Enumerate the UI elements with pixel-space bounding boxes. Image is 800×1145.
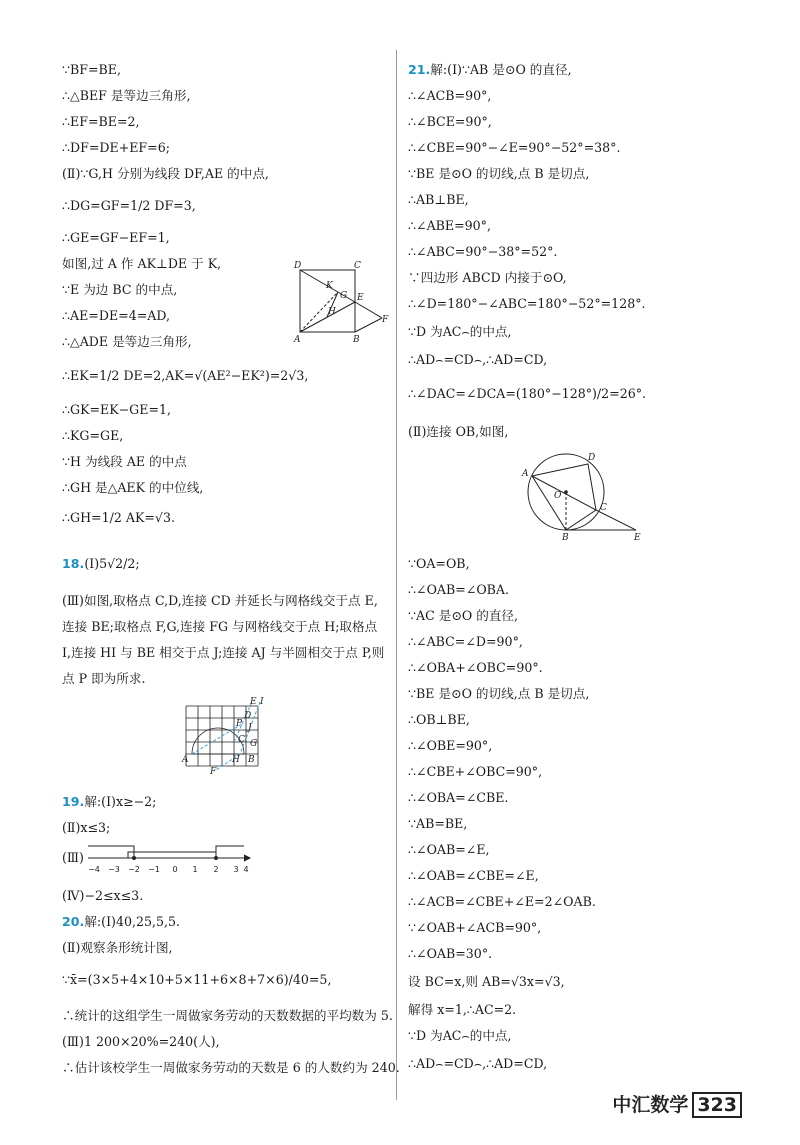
- text-line: ∴∠OBA=∠CBE.: [408, 790, 509, 805]
- fig-label: H: [232, 755, 240, 765]
- text-line: ∴∠ACB=90°,: [408, 88, 492, 103]
- fig-label: A: [522, 469, 529, 479]
- text-line: ∴DG=GF=1/2 DF=3,: [62, 198, 196, 213]
- q20-answer-4: ∴统计的这组学生一周做家务劳动的天数数据的平均数为 5.: [62, 1008, 393, 1023]
- text-line: ∴AE=DE=4=AD,: [62, 308, 171, 323]
- text-line: ∴EK=1/2 DE=2,AK=√(AE²−EK²)=2√3,: [62, 368, 309, 383]
- text-line: (Ⅱ)∵G,H 分别为线段 DF,AE 的中点,: [62, 166, 269, 181]
- text-line: ∴AB⊥BE,: [408, 192, 469, 207]
- tick-label: 0: [172, 865, 178, 874]
- text-line: ∴GK=EK−GE=1,: [62, 402, 172, 417]
- text-line: ∴∠ACB=∠CBE+∠E=2∠OAB.: [408, 894, 596, 909]
- number-line: [86, 840, 258, 880]
- tick-label: 2: [213, 865, 219, 874]
- fig-label: A: [182, 755, 189, 765]
- tick-label: 4: [243, 865, 249, 874]
- text-line: 如图,过 A 作 AK⊥DE 于 K,: [62, 256, 222, 271]
- text-line: ∵D 为AC⌢的中点,: [408, 324, 512, 339]
- tick-label: 1: [192, 865, 198, 874]
- text-line: ∴DF=DE+EF=6;: [62, 140, 170, 155]
- text-line: ∴△ADE 是等边三角形,: [62, 334, 192, 349]
- q19-answer-2: (Ⅱ)x≤3;: [62, 820, 111, 835]
- text-line: ∴∠OBE=90°,: [408, 738, 493, 753]
- square-figure: [290, 258, 390, 344]
- fig-label: B: [562, 533, 569, 540]
- fig-label: E: [357, 293, 364, 303]
- text-line: ∴∠CBE=90°−∠E=90°−52°=38°.: [408, 140, 621, 155]
- text-line: ∴∠DAC=∠DCA=(180°−128°)/2=26°.: [408, 386, 647, 401]
- question-number: 19.: [62, 794, 85, 809]
- q19-answer-1: 19.解:(Ⅰ)x≥−2;: [62, 794, 157, 809]
- text-line: ∴GE=GF−EF=1,: [62, 230, 170, 245]
- text-line: ∵OA=OB,: [408, 556, 470, 571]
- fig-label: G: [250, 739, 258, 749]
- brand-name: 中汇数学: [612, 1094, 689, 1116]
- text-line: ∴∠OAB=30°.: [408, 946, 493, 961]
- fig-label: D: [588, 453, 596, 463]
- text-line: ∵D 为AC⌢的中点,: [408, 1028, 512, 1043]
- tick-label: −2: [128, 865, 140, 874]
- question-number: 18.: [62, 556, 85, 571]
- fig-label: E: [250, 697, 257, 707]
- fig-label: F: [210, 767, 217, 776]
- fig-label: E: [634, 533, 641, 540]
- q20-answer-2: (Ⅱ)观察条形统计图,: [62, 940, 173, 955]
- text-line: ∴GH 是△AEK 的中位线,: [62, 480, 204, 495]
- text-line: ∴∠BCE=90°,: [408, 114, 492, 129]
- fig-label: B: [353, 335, 360, 344]
- text-line: ∵BF=BE,: [62, 62, 122, 77]
- q19-answer-3: (Ⅲ): [62, 850, 84, 865]
- fig-label: P: [236, 719, 243, 729]
- circle-figure: [518, 448, 646, 540]
- text-line: ∴EF=BE=2,: [62, 114, 140, 129]
- text-line: ∴∠ABC=∠D=90°,: [408, 634, 523, 649]
- q19-answer-4: (Ⅳ)−2≤x≤3.: [62, 888, 144, 903]
- fig-label: D: [244, 711, 252, 721]
- q21-heading: 21.解:(Ⅰ)∵AB 是⊙O 的直径,: [408, 62, 572, 77]
- fig-label: I: [260, 697, 264, 707]
- text-line: (Ⅱ)连接 OB,如图,: [408, 424, 509, 439]
- fig-label: A: [294, 335, 301, 344]
- text-line: ∴AD⌢=CD⌢,∴AD=CD,: [408, 352, 548, 367]
- text-line: ∵E 为边 BC 的中点,: [62, 282, 178, 297]
- grid-figure: [178, 696, 274, 776]
- text-line: ∵∠OAB+∠ACB=90°,: [408, 920, 542, 935]
- q20-answer-3: ∵x̄=(3×5+4×10+5×11+6×8+7×6)/40=5,: [62, 972, 332, 987]
- fig-label: B: [248, 755, 255, 765]
- q18-part2-text: (Ⅲ)如图,取格点 C,D,连接 CD 并延长与网格线交于点 E,连接 BE;取格点 F,G,连接 FG 与网格线交于点 H;取格点 I,连接 HI 与 BE 相交于点 J;连接 AJ 与半圆相交于点 P,则点 P 即为所求.: [62, 593, 385, 686]
- text-line: ∴AD⌢=CD⌢,∴AD=CD,: [408, 1056, 548, 1071]
- text-line: ∴∠OAB=∠E,: [408, 842, 490, 857]
- text-line: 设 BC=x,则 AB=√3x=√3,: [408, 974, 565, 989]
- text-line: ∴∠OBA+∠OBC=90°.: [408, 660, 543, 675]
- text-line: ∴∠ABC=90°−38°=52°.: [408, 244, 558, 259]
- fig-label: C: [600, 503, 607, 513]
- text-line: ∴OB⊥BE,: [408, 712, 470, 727]
- q20-answer-5: (Ⅲ)1 200×20%=240(人),: [62, 1034, 220, 1049]
- text-line: ∴∠ABE=90°,: [408, 218, 491, 233]
- fig-label: C: [238, 735, 245, 745]
- fig-label: D: [294, 261, 302, 271]
- text-line: ∴∠OAB=∠CBE=∠E,: [408, 868, 539, 883]
- text-line: 解得 x=1,∴AC=2.: [408, 1002, 517, 1017]
- q18-answer: 18.(Ⅰ)5√2/2;: [62, 556, 140, 571]
- fig-label: K: [326, 281, 333, 291]
- column-divider: [396, 50, 397, 1100]
- page-footer: [612, 1090, 742, 1117]
- page-number: 323: [692, 1092, 742, 1118]
- text-line: ∴GH=1/2 AK=√3.: [62, 510, 175, 525]
- text-line: ∵BE 是⊙O 的切线,点 B 是切点,: [408, 686, 590, 701]
- tick-label: −1: [148, 865, 160, 874]
- text-line: ∴△BEF 是等边三角形,: [62, 88, 191, 103]
- tick-label: 3: [233, 865, 239, 874]
- fig-label: J: [248, 723, 252, 733]
- text-line: ∴KG=GE,: [62, 428, 124, 443]
- fig-label: H: [328, 307, 336, 317]
- fig-label: C: [354, 261, 361, 271]
- text-line: ∴∠OAB=∠OBA.: [408, 582, 510, 597]
- fig-label: F: [382, 315, 389, 325]
- tick-label: −3: [108, 865, 120, 874]
- question-number: 21.: [408, 62, 431, 77]
- text-line: ∵AC 是⊙O 的直径,: [408, 608, 519, 623]
- tick-label: −4: [88, 865, 100, 874]
- q20-answer-6: ∴估计该校学生一周做家务劳动的天数是 6 的人数约为 240.: [62, 1060, 400, 1075]
- text-line: ∴∠D=180°−∠ABC=180°−52°=128°.: [408, 296, 646, 311]
- text-line: ∴∠CBE+∠OBC=90°,: [408, 764, 543, 779]
- text-line: ∵AB=BE,: [408, 816, 468, 831]
- q20-answer-1: 20.解:(Ⅰ)40,25,5,5.: [62, 914, 181, 929]
- question-number: 20.: [62, 914, 85, 929]
- text-line: ∵四边形 ABCD 内接于⊙O,: [408, 270, 567, 285]
- text-line: ∵BE 是⊙O 的切线,点 B 是切点,: [408, 166, 590, 181]
- text-line: ∵H 为线段 AE 的中点: [62, 454, 187, 469]
- fig-label: G: [340, 291, 348, 301]
- fig-label: O: [554, 491, 562, 501]
